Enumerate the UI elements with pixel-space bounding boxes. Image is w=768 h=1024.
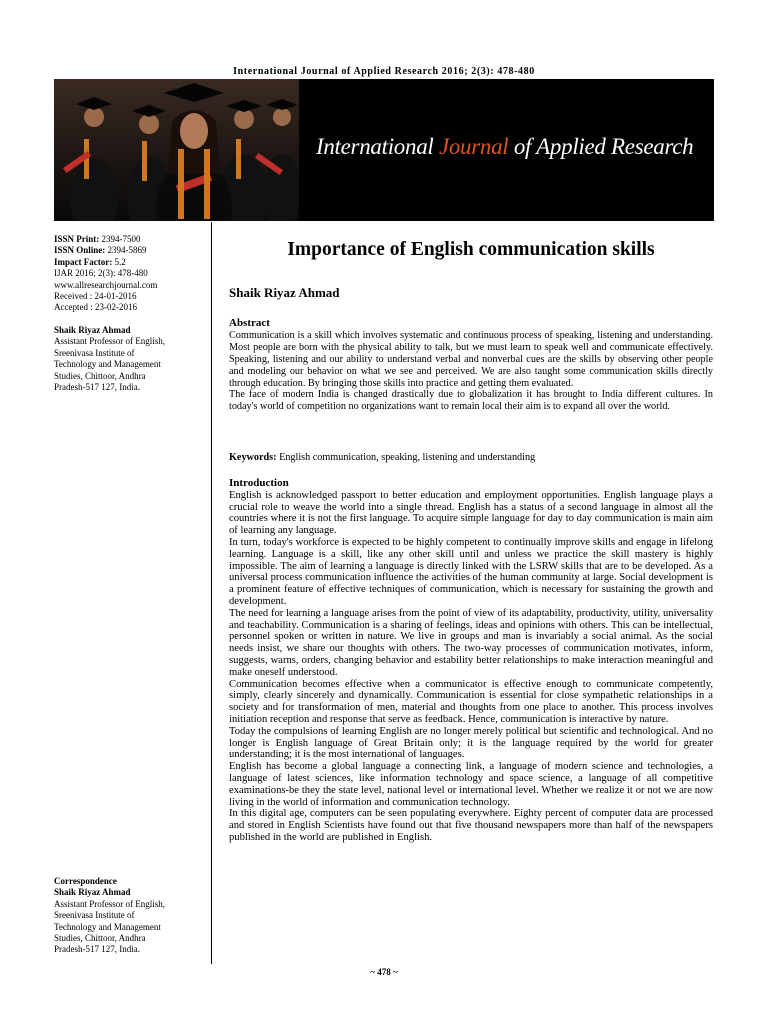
meta-line [54, 234, 206, 245]
graduates-photo [54, 79, 299, 221]
affiliation-line: Studies, Chittoor, Andhra [54, 370, 146, 381]
article-author: Shaik Riyaz Ahmad [229, 285, 340, 300]
abstract-paragraph: The face of modern India is changed drastically due to globalization it has brought to India different cultures. In today's world of competition no organizations want to remain local their aim is to expand all over the world. [229, 389, 713, 413]
affiliation-line: Assistant Professor of English, [54, 336, 165, 347]
correspondence-name: Shaik Riyaz Ahmad [54, 887, 131, 898]
meta-line [54, 245, 206, 256]
meta-value: 5.2 [112, 256, 126, 267]
keywords-section [229, 452, 713, 464]
sidebar-author-name: Shaik Riyaz Ahmad [54, 325, 131, 335]
meta-label: ISSN Online: [54, 245, 106, 256]
correspondence-label: Correspondence [54, 876, 117, 886]
sidebar-affiliation [54, 336, 206, 393]
sidebar-meta [54, 234, 206, 314]
journal-title: International Journal of Applied Research [316, 134, 694, 159]
body-paragraph: In this digital age, computers can be seen populating everywhere. Eighty percent of computer data are processed and stored in English Scientists have found out that five thousand newspapers more than half of the newspapers published in the world are published in English. [229, 808, 713, 843]
keywords-label: Keywords: [229, 452, 277, 463]
meta-line [54, 268, 206, 279]
body-paragraph: In turn, today's workforce is expected to be highly competent to continually improve skills and engage in lifelong learning. Language is a skill, like any other skill until and unless we practice the skill mastery is highly impossible. The aim of learning a language is directly linked with the LSRW skills that are to be developed. As a universal process communication influence the activities of the human community at large. Social development is a prominent feature of effective techniques of communication, which is necessary for sustaining the growth and development. [229, 536, 713, 607]
running-header: International Journal of Applied Research 2016; 2(3): 478-480 [233, 66, 535, 77]
body-paragraph: English is acknowledged passport to better education and employment opportunities. English language plays a crucial role to weave the world into a single thread. English has a status of a second language in almost all the countries where it is not the first language. To acquire simple language for day to day communication is main aim of learning any language. [229, 489, 713, 537]
body-paragraph: The need for learning a language arises from the point of view of its adaptability, productivity, utility, universality and teachability. Communication is a sharing of feelings, ideas and opinions with others. This can be intellectual, personnel spoken or written in nature. We live in groups and man is invariably a social animal. As the social needs insist, we share our thoughts with others. The two-way processes of communication motivates, inform, suggests, warns, orders, changing behavior and estability better relationships to make interaction meaningful and make oneself understood. [229, 607, 713, 678]
meta-value: 2394-7500 [99, 234, 141, 244]
journal-banner [54, 79, 714, 221]
body-paragraph: English has become a global language a connecting link, a language of modern science and technologies, a language of latest sciences, like information technology and space science, a language of all competitive examinations-be they the state level, national level or international level. Whether we realize it or not we are now living in the world of information and communication technology. [229, 761, 713, 808]
abstract-section [229, 318, 713, 413]
meta-line [54, 291, 206, 302]
affiliation-line: Sreenivasa Institute of [54, 347, 135, 358]
keywords-text: English communication, speaking, listening and understanding [276, 452, 536, 463]
body-paragraph: Communication becomes effective when a communicator is effective enough to communicate competently, simply, clearly sincerely and dynamically. Communication is essential for close sympathetic relationships in a society and for transformation of men, material and thoughts from one place to another. This process involves initiation reception and response that serve as feedback. Hence, communication is interactive by nature. [229, 678, 713, 725]
meta-label: ISSN Print: [54, 234, 100, 244]
meta-value: IJAR 2016; 2(3): 478-480 [54, 268, 148, 279]
meta-line [54, 280, 206, 291]
affiliation-line: Technology and Management [54, 359, 161, 370]
meta-value: Received : 24-01-2016 [54, 291, 137, 302]
abstract-heading: Abstract [229, 317, 270, 329]
graduates-illustration [54, 79, 299, 221]
meta-value: Accepted : 23-02-2016 [54, 302, 137, 313]
body-paragraph: Today the compulsions of learning English are no longer merely political but scientific and technological. And no longer is English language of Great Britain only; it is the language required by the world for greater understanding; it is the most international of languages. [229, 725, 713, 761]
meta-value: www.allresearchjournal.com [54, 279, 158, 290]
affiliation-line: Assistant Professor of English, [54, 898, 165, 909]
affiliation-line: Technology and Management [54, 921, 161, 932]
correspondence-affiliation [54, 899, 206, 956]
sidebar-author [54, 325, 206, 393]
introduction-section [229, 478, 713, 844]
sidebar-correspondence [54, 876, 206, 956]
meta-line [54, 302, 206, 313]
affiliation-line: Pradesh-517 127, India. [54, 944, 140, 955]
abstract-paragraph: Communication is a skill which involves systematic and continuous process of speaking, listening and understanding. Most people are born with the physical ability to talk, but we must learn to speak well and communicate effectively. Speaking, listening and our ability to understand verbal and nonverbal cues are the skills by observing other people and modeling our behavior on what we see and perceived. We are also taught some communication skills directly through education. By bringing those skills into practice and getting them evaluated. [229, 329, 713, 389]
article-title: Importance of English communication skills [287, 239, 655, 260]
meta-value: 2394-5869 [105, 245, 147, 256]
meta-label: Impact Factor: [54, 256, 113, 267]
column-divider [211, 222, 212, 964]
affiliation-line: Pradesh-517 127, India. [54, 382, 140, 393]
introduction-heading: Introduction [229, 477, 289, 489]
page-number: ~ 478 ~ [370, 967, 398, 977]
affiliation-line: Studies, Chittoor, Andhra [54, 933, 146, 944]
affiliation-line: Sreenivasa Institute of [54, 910, 135, 921]
meta-line [54, 257, 206, 268]
